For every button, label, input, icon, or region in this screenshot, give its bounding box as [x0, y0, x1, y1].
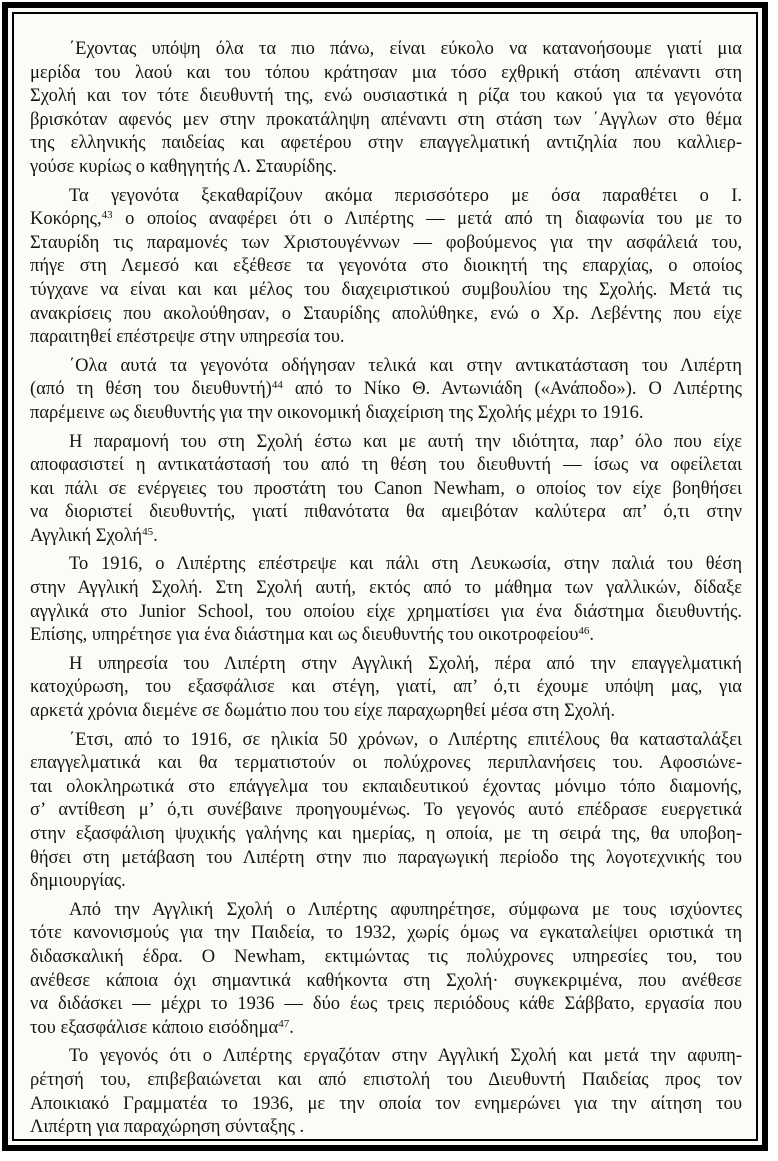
text-line: Σχολή και τον τότε διευθυντή της, ενώ ουσιαστικά η ρίζα του κακού για τα γεγονότα — [30, 86, 742, 107]
text-line: Σταυρίδη τις παραμονές των Χριστουγέννων — φοβούμενος για την ασφάλειά του, — [30, 232, 742, 253]
footnote-marker: 47 — [278, 1017, 290, 1030]
text-block — [30, 38, 742, 1140]
text-line: τότε κανονισμούς για την Παιδεία, το 1932, χωρίς όμως να εγκαταλείψει οριστικά τη — [30, 923, 742, 944]
text-line: ΄Ετσι, από το 1916, σε ηλικία 50 χρόνων, ο Λιπέρτης επιτέλους θα κατασταλάξει — [69, 729, 742, 750]
text-line: Αποικιακό Γραμματέα το 1936, με την οποία τον ενημερώνει για την αίτηση του — [30, 1093, 742, 1114]
text-line: διδασκαλική έδρα. Ο Newham, εκτιμώντας τις πολύχρονες υπηρεσίες του, του — [30, 946, 742, 967]
text-line: να διοριστεί διευθυντής, γιατί πιθανότατα θα αμειβόταν καλύτερα απ’ ό,τι στην — [30, 502, 742, 523]
text-line: του εξασφάλισε κάποιο εισόδημα$^{47}$. — [30, 1017, 294, 1038]
paragraph — [30, 553, 742, 647]
text-line: να διδάσκει — μέχρι το 1936 — δύο έως τρεις περιόδους κάθε Σάββατο, εργασία που — [30, 994, 742, 1015]
text-line: θήσει στη μετάβαση του Λιπέρτη στην πιο παραγωγική περίοδο της λογοτεχνικής του — [30, 847, 742, 868]
text-line: κατοχύρωση, του εξασφάλισε και στέγη, γιατί, απ’ ό,τι έχουμε υπόψη μας, για — [30, 677, 742, 698]
text-line: (από τη θέση του διευθυντή)$^{44}$ από το Νίκο Θ. Αντωνιάδη («Ανάποδο»). Ο Λιπέρτης — [30, 379, 742, 400]
paragraph — [30, 355, 742, 426]
text-line: Επίσης, υπηρέτησε για ένα διάστημα και ως διευθυντής του οικοτροφείου$^{46}$. — [30, 625, 595, 646]
text-line: αγγλικά στο Junior School, του οποίου είχε χρηματίσει για ένα διάστημα διευθυντής. — [30, 601, 742, 622]
text-line: επαγγελματικά και θα τερματιστούν οι πολύχρονες περιπλανήσεις του. Αφοσιώνε- — [30, 753, 742, 774]
paragraph — [30, 729, 742, 894]
text-line: αποφασιστεί η αντικατάστασή του από τη θέση του διευθυντή — ίσως να οφείλεται — [30, 455, 742, 476]
text-line: στην Αγγλική Σχολή. Στη Σχολή αυτή, εκτός από το μάθημα των γαλλικών, δίδαξε — [30, 578, 742, 599]
paragraph — [30, 185, 742, 350]
text-line: παρέμεινε ως διευθυντής για την οικονομική διαχείριση της Σχολής μέχρι το 1916. — [30, 402, 644, 423]
text-line: και πάλι σε ενέργειες του προστάτη του Canon Newham, ο οποίος τον είχε βοηθήσει — [30, 478, 742, 499]
paragraph — [30, 653, 742, 724]
text-line: ΄Εχοντας υπόψη όλα τα πιο πάνω, είναι εύκολο να κατανοήσουμε γιατί μια — [69, 39, 742, 59]
text-line: στην εξασφάλιση ψυχικής γαλήνης και ημερίας, η οποία, με τη σειρά της, θα υποβοη- — [30, 824, 742, 844]
text-line: βρισκόταν αφενός μεν στην προκατάληψη απέναντι στη στάση των ΄Αγγλων στο θέμα — [30, 109, 742, 130]
text-line: ανακρίσεις που ακολούθησαν, ο Σταυρίδης απολύθηκε, ενώ ο Χρ. Λεβέντης που είχε — [30, 303, 742, 324]
text-line: σ’ αντίθεση μ’ ό,τι συνέβαινε προηγουμένως. Το γεγονός αυτό επέδρασε ευεργετικά — [30, 800, 742, 821]
text-line: παραιτηθεί επέστρεψε στην υπηρεσία του. — [30, 327, 345, 348]
scanned-page-inner-border — [12, 12, 758, 1141]
text-line: της ελληνικής παιδείας και αφετέρου στην επαγγελματική αντιζηλία που καλλιερ- — [30, 133, 742, 154]
footnote-marker: 44 — [271, 379, 283, 392]
text-line: Η υπηρεσία του Λιπέρτη στην Αγγλική Σχολή, πέρα από την επαγγελματική — [69, 653, 742, 674]
text-line: γούσε κυρίως ο καθηγητής Λ. Σταυρίδης. — [30, 156, 337, 177]
footnote-marker: 43 — [101, 209, 113, 222]
text-line: ται ολοκληρωτικά στο επάγγελμα του εκπαιδευτικού έχοντας μόνιμο τόπο διαμονής, — [30, 776, 742, 797]
footnote-marker: 46 — [578, 625, 590, 638]
paragraph — [30, 431, 742, 549]
text-line: ανέθεσε κάποια όχι σημαντικά καθήκοντα στη Σχολή· συγκεκριμένα, που ανέθεσε — [30, 970, 742, 991]
paragraph — [30, 38, 742, 180]
text-line: Από την Αγγλική Σχολή ο Λιπέρτης αφυπηρέτησε, σύμφωνα με τους ισχύοντες — [69, 899, 742, 920]
text-line: τύγχανε να είναι και και μέλος του διαχειριστικού συμβουλίου της Σχολής. Μετά τις — [30, 279, 742, 300]
text-line: μερίδα του λαού και του τόπου κράτησαν μια τόσο εχθρική στάση απέναντι στη — [30, 62, 742, 83]
text-line: Το γεγονός ότι ο Λιπέρτης εργαζόταν στην Αγγλική Σχολή και μετά την αφυπη- — [69, 1046, 742, 1067]
text-line: αρκετά χρόνια διεμένε σε δωμάτιο που του είχε παραχωρηθεί μέσα στη Σχολή. — [30, 701, 616, 722]
paragraph — [30, 899, 742, 1041]
text-line: Η παραμονή του στη Σχολή έστω και με αυτή την ιδιότητα, παρ’ όλο που είχε — [69, 431, 742, 452]
text-line: Λιπέρτη για παραχώρηση σύνταξης . — [30, 1117, 305, 1138]
text-line: ρέτησή του, επιβεβαιώνεται και από επιστολή του Διευθυντή Παιδείας προς τον — [30, 1069, 742, 1090]
text-line: ΄Ολα αυτά τα γεγονότα οδήγησαν τελικά και στην αντικατάσταση του Λιπέρτη — [69, 355, 742, 376]
scanned-page-outer-border — [2, 2, 768, 1151]
text-line: πήγε στη Λεμεσό και εξέθεσε τα γεγονότα στο διοικητή της επαρχίας, ο οποίος — [30, 256, 742, 277]
text-line: δημιουργίας. — [30, 871, 126, 892]
text-line: Αγγλική Σχολή$^{45}$. — [30, 525, 158, 546]
text-line: Το 1916, ο Λιπέρτης επέστρεψε και πάλι στη Λευκωσία, στην παλιά του θέση — [69, 554, 742, 575]
text-line: Τα γεγονότα ξεκαθαρίζουν ακόμα περισσότερο με όσα παραθέτει ο Ι. — [69, 185, 742, 206]
footnote-marker: 45 — [142, 525, 154, 538]
paragraph — [30, 1045, 742, 1139]
text-line: Κοκόρης,$^{43}$ ο οποίος αναφέρει ότι ο Λιπέρτης — μετά από τη διαφωνία του με το — [30, 209, 742, 230]
